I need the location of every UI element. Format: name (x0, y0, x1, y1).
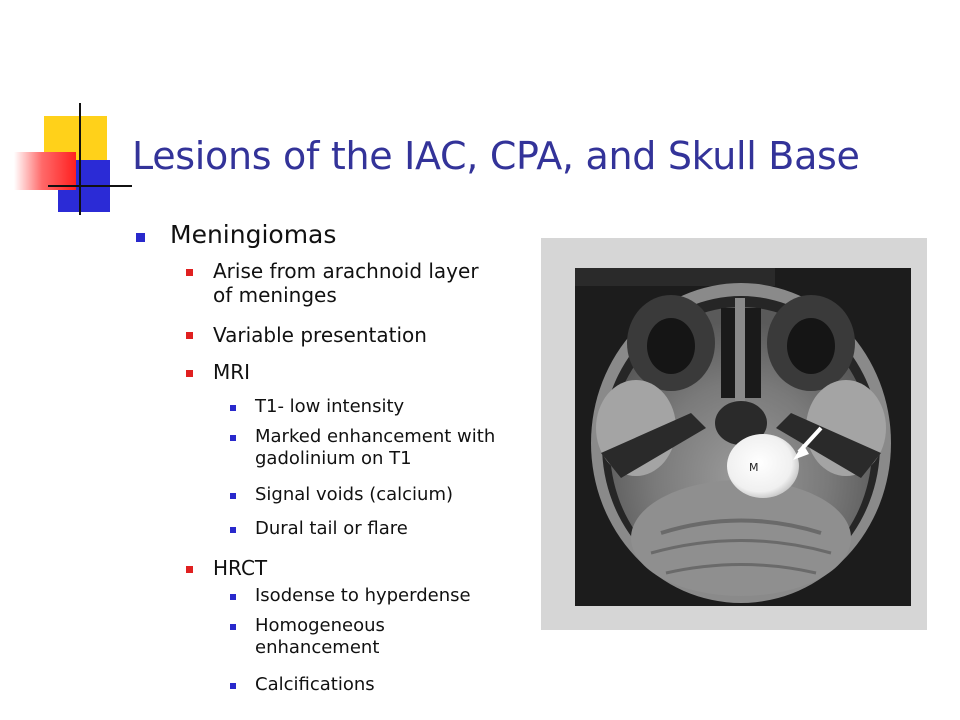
logo-vertical-line (79, 103, 81, 215)
mri-item: T1- low intensity (255, 396, 405, 417)
bullet-mri: MRI (213, 360, 251, 384)
bullet-marker (230, 594, 236, 600)
bullet-marker (230, 405, 236, 411)
mri-item: Dural tail or flare (255, 518, 408, 539)
bullet-arise: Arise from arachnoid layer of meninges (213, 259, 479, 307)
bullet-marker (186, 269, 193, 276)
bullet-hrct: HRCT (213, 556, 268, 580)
bullet-meningiomas: Meningiomas (170, 220, 337, 249)
mri-axial-image (541, 238, 927, 630)
bullet-marker (230, 683, 236, 689)
lesion-mass (727, 434, 799, 498)
bullet-marker (230, 493, 236, 499)
bullet-marker (230, 624, 236, 630)
slide-title: Lesions of the IAC, CPA, and Skull Base (132, 134, 860, 178)
logo-horizontal-line (48, 185, 132, 187)
bullet-marker (230, 435, 236, 441)
bullet-marker (230, 527, 236, 533)
bullet-marker (186, 370, 193, 377)
mri-item: Signal voids (calcium) (255, 484, 454, 505)
bullet-marker (186, 332, 193, 339)
bullet-variable-presentation: Variable presentation (213, 323, 427, 347)
hrct-item: Calcifications (255, 674, 375, 695)
hrct-item: Isodense to hyperdense (255, 585, 471, 606)
mri-scan-graphic (541, 238, 927, 630)
lesion-label: M (749, 461, 759, 474)
mri-item: Marked enhancement with gadolinium on T1 (255, 426, 496, 469)
bullet-marker (136, 233, 145, 242)
bullet-marker (186, 566, 193, 573)
hrct-item: Homogeneous enhancement (255, 615, 385, 658)
